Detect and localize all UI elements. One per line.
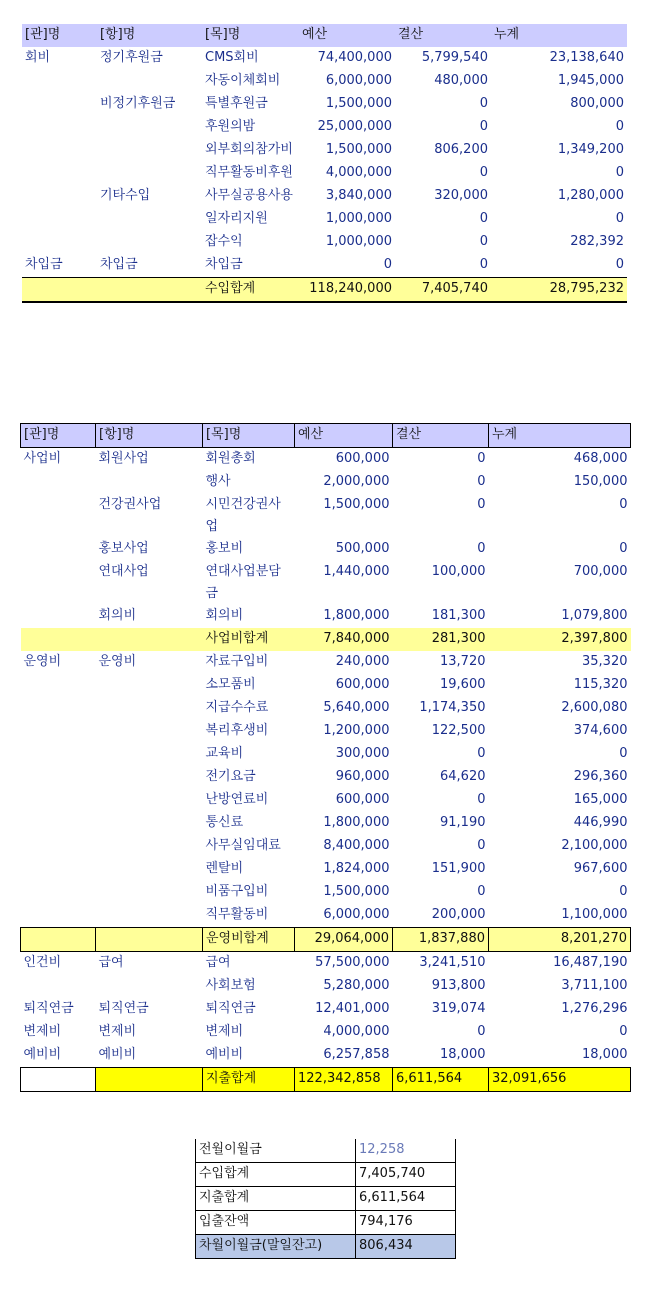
cumulative-cell: 2,100,000 <box>561 838 628 853</box>
settled-cell: 200,000 <box>431 907 486 922</box>
hang-cell: 차입금 <box>100 257 138 272</box>
gwan-cell <box>21 494 96 538</box>
budget-cell: 7,840,000 <box>295 628 393 651</box>
budget-cell: 6,000,000 <box>325 73 392 88</box>
hang-cell: 건강권사업 <box>98 497 162 512</box>
hang-cell <box>96 928 203 952</box>
budget-cell: 1,500,000 <box>323 497 390 512</box>
settled-cell: 1,174,350 <box>419 700 486 715</box>
table-row <box>21 904 631 928</box>
mok-cell: 후원의밤 <box>205 119 256 134</box>
budget-cell: 25,000,000 <box>317 119 392 134</box>
table-row <box>21 835 631 858</box>
table-row <box>21 881 631 904</box>
income-total-row <box>22 278 627 303</box>
summary-label: 수입합계 <box>196 1163 356 1187</box>
budget-cell: 6,000,000 <box>323 907 390 922</box>
mok-cell: 일자리지원 <box>205 211 268 226</box>
table-row <box>21 998 631 1021</box>
budget-cell: 1,000,000 <box>325 211 392 226</box>
settled-cell: 0 <box>479 234 488 249</box>
cumulative-cell: 1,945,000 <box>557 73 624 88</box>
budget-cell: 5,280,000 <box>323 978 390 993</box>
settled-cell: 0 <box>479 165 488 180</box>
header-mok-cell: [목]명 <box>203 424 295 448</box>
header-settled-cell: 결산 <box>395 24 491 47</box>
gwan-cell: 운영비 <box>23 654 62 669</box>
summary-value: 7,405,740 <box>356 1163 456 1187</box>
budget-cell: 74,400,000 <box>317 50 392 65</box>
mok-cell: 통신료 <box>205 815 244 830</box>
hang-cell <box>96 975 203 998</box>
table-row <box>22 185 627 208</box>
gwan-cell <box>21 628 96 651</box>
gwan-cell <box>21 904 96 928</box>
mok-cell: 행사 <box>205 474 231 489</box>
settled-cell: 1,837,880 <box>393 928 489 952</box>
budget-cell: 29,064,000 <box>295 928 393 952</box>
budget-cell: 57,500,000 <box>315 955 390 970</box>
hang-cell <box>96 697 203 720</box>
summary-label: 전월이월금 <box>196 1139 356 1163</box>
cumulative-cell: 1,079,800 <box>561 608 628 623</box>
budget-cell: 1,500,000 <box>325 96 392 111</box>
table-row <box>21 674 631 697</box>
hang-cell <box>96 674 203 697</box>
hang-cell <box>97 116 202 139</box>
gwan-cell: 퇴직연금 <box>23 1001 74 1016</box>
cumulative-cell: 282,392 <box>570 234 624 249</box>
gwan-cell <box>22 93 97 116</box>
summary-value: 806,434 <box>356 1235 456 1259</box>
table-row <box>21 766 631 789</box>
mok-cell: 사무실공용사용 <box>205 188 293 203</box>
budget-cell: 12,401,000 <box>315 1001 390 1016</box>
cumulative-cell: 0 <box>619 497 628 512</box>
summary-label: 입출잔액 <box>196 1211 356 1235</box>
cumulative-cell: 967,600 <box>573 861 628 876</box>
table-row <box>22 116 627 139</box>
gwan-cell <box>21 812 96 835</box>
hang-cell <box>97 208 202 231</box>
settled-cell: 320,000 <box>434 188 488 203</box>
mok-cell: CMS회비 <box>205 50 259 65</box>
hang-cell: 변제비 <box>98 1024 137 1039</box>
settled-cell: 0 <box>477 884 486 899</box>
income-body <box>22 47 627 302</box>
hang-cell <box>97 139 202 162</box>
mok-cell: 비품구입비 <box>205 884 269 899</box>
mok-cell: 시민건강권사업 <box>205 497 281 534</box>
header-budget-cell: 예산 <box>295 424 393 448</box>
budget-cell: 4,000,000 <box>325 165 392 180</box>
settled-cell: 100,000 <box>431 564 486 579</box>
settled-cell: 0 <box>477 1024 486 1039</box>
cumulative-cell: 0 <box>619 746 628 761</box>
budget-cell: 2,000,000 <box>323 474 390 489</box>
budget-cell: 122,342,858 <box>295 1068 393 1092</box>
table-row <box>21 561 631 605</box>
mok-cell: 자료구입비 <box>205 654 269 669</box>
table-row <box>21 743 631 766</box>
gwan-cell <box>22 278 97 303</box>
hang-cell: 정기후원금 <box>100 50 163 65</box>
header-cumulative-cell: 누계 <box>491 24 627 47</box>
settled-cell: 281,300 <box>393 628 489 651</box>
settled-cell: 0 <box>477 541 486 556</box>
settled-cell: 18,000 <box>440 1047 486 1062</box>
gwan-cell <box>21 743 96 766</box>
mok-cell: 전기요금 <box>205 769 256 784</box>
table-row <box>21 494 631 538</box>
budget-cell: 1,500,000 <box>325 142 392 157</box>
gwan-cell: 차입금 <box>25 257 63 272</box>
gwan-cell <box>21 674 96 697</box>
hang-cell: 기타수입 <box>100 188 151 203</box>
hang-cell: 예비비 <box>98 1047 137 1062</box>
gwan-cell: 예비비 <box>23 1047 62 1062</box>
settled-cell: 0 <box>477 474 486 489</box>
budget-cell: 1,000,000 <box>325 234 392 249</box>
budget-cell: 6,257,858 <box>323 1047 390 1062</box>
table-row <box>21 448 631 472</box>
cumulative-cell: 16,487,190 <box>553 955 628 970</box>
mok-cell: 사업비합계 <box>203 628 295 651</box>
header-gwan-cell: [관]명 <box>22 24 97 47</box>
cumulative-cell: 150,000 <box>573 474 628 489</box>
budget-cell: 4,000,000 <box>323 1024 390 1039</box>
settled-cell: 64,620 <box>440 769 486 784</box>
cumulative-cell: 23,138,640 <box>549 50 624 65</box>
table-row <box>21 538 631 561</box>
hang-cell <box>96 766 203 789</box>
budget-cell: 600,000 <box>335 451 390 466</box>
expense-table <box>20 423 631 1092</box>
budget-cell: 960,000 <box>335 769 390 784</box>
gwan-cell <box>22 116 97 139</box>
hang-cell <box>96 881 203 904</box>
settled-cell: 0 <box>479 211 488 226</box>
hang-cell <box>96 471 203 494</box>
hang-cell: 연대사업 <box>98 564 149 579</box>
gwan-cell: 인건비 <box>23 955 62 970</box>
table-row <box>22 231 627 254</box>
summary-row <box>196 1139 456 1163</box>
cumulative-cell: 0 <box>615 211 624 226</box>
gwan-cell <box>22 139 97 162</box>
mok-cell: 연대사업분담금 <box>205 564 281 601</box>
settled-cell: 319,074 <box>431 1001 486 1016</box>
table-row <box>21 651 631 674</box>
summary-row <box>196 1187 456 1211</box>
gwan-cell <box>21 835 96 858</box>
budget-cell: 240,000 <box>335 654 390 669</box>
mok-cell: 홍보비 <box>205 541 244 556</box>
hang-cell <box>96 904 203 928</box>
summary-row <box>196 1163 456 1187</box>
budget-cell: 5,640,000 <box>323 700 390 715</box>
cumulative-cell: 0 <box>615 119 624 134</box>
cumulative-cell: 165,000 <box>573 792 628 807</box>
cumulative-cell: 1,280,000 <box>557 188 624 203</box>
settled-cell: 151,900 <box>431 861 486 876</box>
gwan-cell <box>22 70 97 93</box>
mok-cell: 사무실임대료 <box>205 838 281 853</box>
cumulative-cell: 28,795,232 <box>491 278 627 303</box>
cumulative-cell: 468,000 <box>573 451 628 466</box>
mok-cell: 운영비합계 <box>203 928 295 952</box>
budget-cell: 8,400,000 <box>323 838 390 853</box>
gwan-cell <box>21 605 96 628</box>
header-settled-cell: 결산 <box>393 424 489 448</box>
balance-summary-table <box>195 1139 456 1259</box>
mok-cell: 외부회의참가비 <box>205 142 293 157</box>
business-subtotal-row <box>21 628 631 651</box>
table-row <box>21 1021 631 1044</box>
mok-cell: 급여 <box>205 955 231 970</box>
mok-cell: 직무활동비 <box>205 907 269 922</box>
summary-row <box>196 1235 456 1259</box>
budget-cell: 600,000 <box>335 677 390 692</box>
expense-body <box>21 448 631 1092</box>
gwan-cell <box>21 975 96 998</box>
hang-cell <box>96 835 203 858</box>
mok-cell: 차입금 <box>205 257 243 272</box>
summary-value: 794,176 <box>356 1211 456 1235</box>
budget-cell: 1,440,000 <box>323 564 390 579</box>
mok-cell: 퇴직연금 <box>205 1001 256 1016</box>
gwan-cell <box>21 881 96 904</box>
table-row <box>22 162 627 185</box>
cumulative-cell: 0 <box>619 1024 628 1039</box>
table-row <box>21 812 631 835</box>
settled-cell: 0 <box>479 96 488 111</box>
header-gwan-cell: [관]명 <box>21 424 96 448</box>
settled-cell: 913,800 <box>431 978 486 993</box>
settled-cell: 19,600 <box>440 677 486 692</box>
table-row <box>22 93 627 116</box>
summary-label: 지출합계 <box>196 1187 356 1211</box>
hang-cell <box>96 1068 203 1092</box>
budget-cell: 1,800,000 <box>323 815 390 830</box>
table-row <box>22 139 627 162</box>
cumulative-cell: 0 <box>615 165 624 180</box>
mok-cell: 복리후생비 <box>205 723 269 738</box>
table-row <box>21 789 631 812</box>
cumulative-cell: 8,201,270 <box>489 928 631 952</box>
settled-cell: 0 <box>477 451 486 466</box>
gwan-cell <box>21 471 96 494</box>
budget-cell: 1,824,000 <box>323 861 390 876</box>
gwan-cell <box>21 928 96 952</box>
budget-cell: 0 <box>383 257 392 272</box>
cumulative-cell: 2,600,080 <box>561 700 628 715</box>
operating-subtotal-row <box>21 928 631 952</box>
settled-cell: 91,190 <box>440 815 486 830</box>
table-row <box>21 471 631 494</box>
settled-cell: 181,300 <box>431 608 486 623</box>
settled-cell: 13,720 <box>440 654 486 669</box>
mok-cell: 회의비 <box>205 608 244 623</box>
mok-cell: 사회보험 <box>205 978 256 993</box>
hang-cell: 비정기후원금 <box>100 96 176 111</box>
budget-cell: 3,840,000 <box>325 188 392 203</box>
hang-cell: 회원사업 <box>98 451 149 466</box>
mok-cell: 지급수수료 <box>205 700 269 715</box>
gwan-cell <box>21 766 96 789</box>
hang-cell <box>96 812 203 835</box>
hang-cell <box>97 231 202 254</box>
budget-cell: 118,240,000 <box>299 278 395 303</box>
table-row <box>21 697 631 720</box>
hang-cell: 퇴직연금 <box>98 1001 149 1016</box>
budget-cell: 1,500,000 <box>323 884 390 899</box>
settled-cell: 122,500 <box>431 723 486 738</box>
table-row <box>21 720 631 743</box>
gwan-cell <box>21 697 96 720</box>
gwan-cell <box>22 162 97 185</box>
mok-cell: 렌탈비 <box>205 861 244 876</box>
table-row <box>21 975 631 998</box>
hang-cell <box>96 720 203 743</box>
settled-cell: 0 <box>477 792 486 807</box>
gwan-cell <box>21 1068 96 1092</box>
cumulative-cell: 1,276,296 <box>561 1001 628 1016</box>
gwan-cell: 변제비 <box>23 1024 62 1039</box>
hang-cell <box>96 789 203 812</box>
hang-cell <box>96 628 203 651</box>
cumulative-cell: 1,349,200 <box>557 142 624 157</box>
cumulative-cell: 115,320 <box>573 677 628 692</box>
cumulative-cell: 296,360 <box>573 769 628 784</box>
hang-cell: 운영비 <box>98 654 137 669</box>
budget-cell: 300,000 <box>335 746 390 761</box>
income-header-row <box>22 24 627 47</box>
settled-cell: 3,241,510 <box>419 955 486 970</box>
cumulative-cell: 2,397,800 <box>489 628 631 651</box>
expense-header-row <box>21 424 631 448</box>
gwan-cell <box>21 858 96 881</box>
settled-cell: 0 <box>477 838 486 853</box>
mok-cell: 직무활동비후원 <box>205 165 293 180</box>
settled-cell: 6,611,564 <box>393 1068 489 1092</box>
table-row <box>21 605 631 628</box>
mok-cell: 특별후원금 <box>205 96 268 111</box>
gwan-cell <box>22 231 97 254</box>
hang-cell <box>97 162 202 185</box>
cumulative-cell: 3,711,100 <box>561 978 628 993</box>
summary-value: 6,611,564 <box>356 1187 456 1211</box>
mok-cell: 잡수익 <box>205 234 243 249</box>
gwan-cell: 회비 <box>25 50 51 65</box>
cumulative-cell: 32,091,656 <box>489 1068 631 1092</box>
cumulative-cell: 446,990 <box>573 815 628 830</box>
settled-cell: 7,405,740 <box>395 278 491 303</box>
settled-cell: 0 <box>477 746 486 761</box>
hang-cell <box>97 278 202 303</box>
mok-cell: 난방연료비 <box>205 792 269 807</box>
table-row <box>22 47 627 70</box>
summary-row <box>196 1211 456 1235</box>
cumulative-cell: 0 <box>619 884 628 899</box>
table-row <box>21 952 631 976</box>
mok-cell: 회원총회 <box>205 451 256 466</box>
table-row <box>22 70 627 93</box>
cumulative-cell: 1,100,000 <box>561 907 628 922</box>
table-row <box>21 1044 631 1068</box>
mok-cell: 변제비 <box>205 1024 244 1039</box>
header-cumulative-cell: 누계 <box>489 424 631 448</box>
mok-cell: 소모품비 <box>205 677 256 692</box>
summary-value: 12,258 <box>356 1139 456 1163</box>
mok-cell: 자동이체회비 <box>205 73 281 88</box>
mok-cell: 수입합계 <box>202 278 299 303</box>
hang-cell: 홍보사업 <box>98 541 149 556</box>
header-budget-cell: 예산 <box>299 24 395 47</box>
cumulative-cell: 800,000 <box>570 96 624 111</box>
budget-cell: 500,000 <box>335 541 390 556</box>
hang-cell <box>96 858 203 881</box>
cumulative-cell: 35,320 <box>582 654 628 669</box>
settled-cell: 0 <box>479 257 488 272</box>
summary-body <box>196 1139 456 1259</box>
budget-cell: 1,800,000 <box>323 608 390 623</box>
cumulative-cell: 0 <box>619 541 628 556</box>
mok-cell: 예비비 <box>205 1047 244 1062</box>
settled-cell: 480,000 <box>434 73 488 88</box>
gwan-cell <box>22 208 97 231</box>
cumulative-cell: 18,000 <box>582 1047 628 1062</box>
hang-cell: 회의비 <box>98 608 137 623</box>
gwan-cell: 사업비 <box>23 451 62 466</box>
mok-cell: 지출합계 <box>203 1068 295 1092</box>
cumulative-cell: 0 <box>615 257 624 272</box>
gwan-cell <box>21 789 96 812</box>
cumulative-cell: 700,000 <box>573 564 628 579</box>
income-table <box>22 24 627 303</box>
gwan-cell <box>21 538 96 561</box>
gwan-cell <box>22 185 97 208</box>
summary-label: 차월이월금(말일잔고) <box>196 1235 356 1259</box>
table-row <box>21 858 631 881</box>
mok-cell: 교육비 <box>205 746 244 761</box>
gwan-cell <box>21 561 96 605</box>
header-hang-cell: [항]명 <box>96 424 203 448</box>
budget-cell: 600,000 <box>335 792 390 807</box>
budget-cell: 1,200,000 <box>323 723 390 738</box>
hang-cell <box>96 743 203 766</box>
header-mok-cell: [목]명 <box>202 24 299 47</box>
settled-cell: 806,200 <box>434 142 488 157</box>
settled-cell: 0 <box>477 497 486 512</box>
hang-cell <box>97 70 202 93</box>
gwan-cell <box>21 720 96 743</box>
cumulative-cell: 374,600 <box>573 723 628 738</box>
header-hang-cell: [항]명 <box>97 24 202 47</box>
settled-cell: 5,799,540 <box>421 50 488 65</box>
table-row <box>22 254 627 278</box>
table-row <box>22 208 627 231</box>
settled-cell: 0 <box>479 119 488 134</box>
expense-total-row <box>21 1068 631 1092</box>
hang-cell: 급여 <box>98 955 124 970</box>
